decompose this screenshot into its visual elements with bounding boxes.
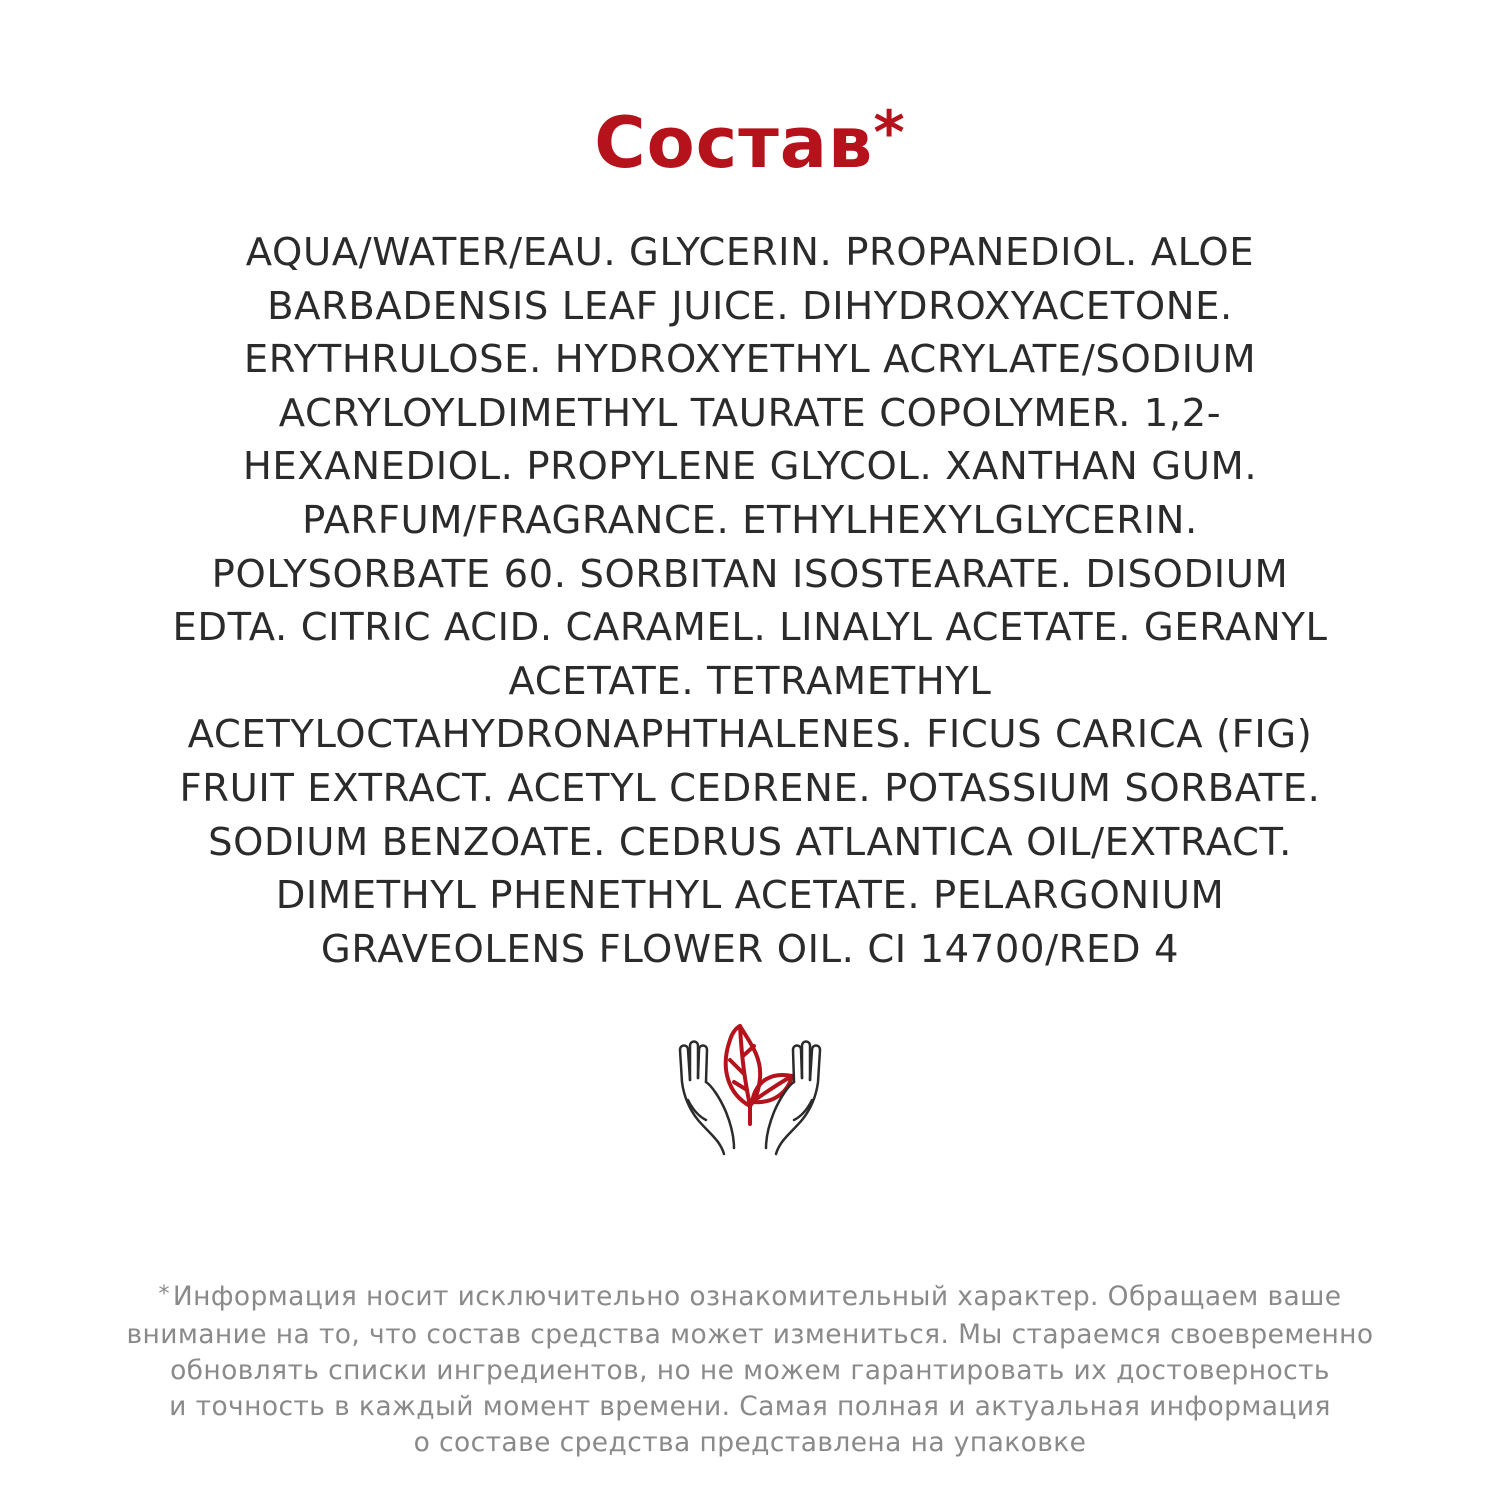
disclaimer-asterisk: * <box>158 1282 170 1307</box>
ingredients-line: ACETYLOCTAHYDRONAPHTHALENES. FICUS CARICA (FIG) <box>187 712 1313 758</box>
ingredients-line: ACRYLOYLDIMETHYL TAURATE COPOLYMER. 1,2- <box>278 390 1222 436</box>
ingredients-line: ERYTHRULOSE. HYDROXYETHYL ACRYLATE/SODIUM <box>243 337 1257 383</box>
disclaimer-line: и точность в каждый момент времени. Самая полная и актуальная информация <box>169 1391 1331 1422</box>
disclaimer <box>40 1279 1460 1461</box>
title-asterisk: * <box>873 98 906 168</box>
ingredients-line: AQUA/WATER/EAU. GLYCERIN. PROPANEDIOL. ALOE <box>245 230 1255 275</box>
ingredients-line: HEXANEDIOL. PROPYLENE GLYCOL. XANTHAN GUM. <box>242 444 1258 490</box>
ingredients-line: EDTA. CITRIC ACID. CARAMEL. LINALYL ACETATE. GERANYL <box>172 605 1328 651</box>
ingredients-line: BARBADENSIS LEAF JUICE. DIHYDROXYACETONE. <box>267 283 1233 329</box>
ingredients-line: GRAVEOLENS FLOWER OIL. CI 14700/RED 4 <box>320 926 1180 972</box>
disclaimer-line-text: Информация носит исключительно ознакомительный характер. Обращаем ваше <box>172 1281 1342 1312</box>
title-text: Состав <box>594 102 874 184</box>
ingredients-line: DIMETHYL PHENETHYL ACETATE. PELARGONIUM <box>275 873 1225 919</box>
disclaimer-line: внимание на то, что состав средства может измениться. Мы стараемся своевременно <box>126 1319 1374 1350</box>
disclaimer-line: обновлять списки ингредиентов, но не можем гарантировать их достоверность <box>170 1355 1330 1386</box>
ingredients-line: POLYSORBATE 60. SORBITAN ISOSTEARATE. DISODIUM <box>211 551 1289 597</box>
ingredients-list <box>60 226 1440 976</box>
ingredients-line: PARFUM/FRAGRANCE. ETHYLHEXYLGLYCERIN. <box>302 497 1198 543</box>
disclaimer-line <box>40 1279 1460 1317</box>
hands-holding-leaf-icon <box>668 1016 832 1158</box>
ingredients-line: FRUIT EXTRACT. ACETYL CEDRENE. POTASSIUM SORBATE. <box>179 765 1321 811</box>
page-title <box>0 98 1500 192</box>
disclaimer-line: о составе средства представлена на упаковке <box>413 1427 1087 1458</box>
ingredients-line: SODIUM BENZOATE. CEDRUS ATLANTICA OIL/EXTRACT. <box>208 819 1292 865</box>
ingredients-line: ACETATE. TETRAMETHYL <box>508 658 992 704</box>
